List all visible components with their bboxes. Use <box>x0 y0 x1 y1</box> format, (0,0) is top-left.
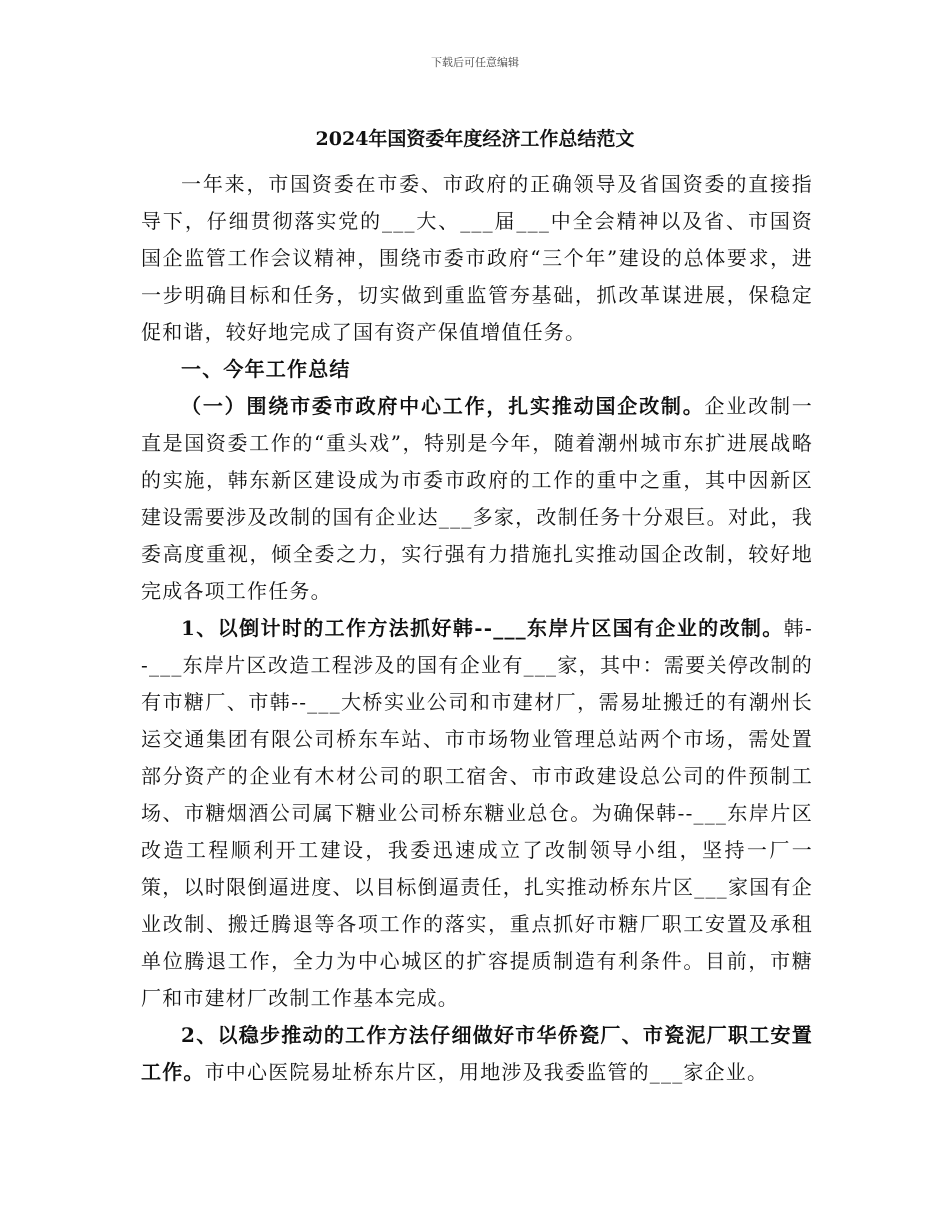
subsection-heading: （一）围绕市委市政府中心工作，扎实推动国企改制。 <box>181 394 705 418</box>
item-2-text: 市中心医院易址桥东片区，用地涉及我委监管的___家企业。 <box>204 1060 769 1084</box>
header-note: 下载后可任意编辑 <box>431 56 519 69</box>
item-2-paragraph <box>141 1017 813 1091</box>
intro-paragraph: 一年来，市国资委在市委、市政府的正确领导及省国资委的直接指导下，仔细贯彻落实党的___大、___届___中全会精神以及省、市国资国企监管工作会议精神，围绕市委市政府“三个年”建设的总体要求，进一步明确目标和任务，切实做到重监管夯基础，抓改革谋进展，保稳定促和谐，较好地完成了国有资产保值增值任务。 <box>141 172 813 344</box>
item-2-heading: 2、以稳步推动的工作方法仔细做好市华侨瓷厂、市瓷泥厂职工安置工作。 <box>141 1023 813 1084</box>
document-title: 2024年国资委年度经济工作总结范文 <box>315 128 635 150</box>
subsection-paragraph <box>141 388 813 610</box>
section-heading: 一、今年工作总结 <box>181 357 351 381</box>
subsection-text: 企业改制一直是国资委工作的“重头戏”，特别是今年，随着潮州城市东扩进展战略的实施，韩东新区建设成为市委市政府的工作的重中之重，其中因新区建设需要涉及改制的国有企业达___多家，改制任务十分艰巨。对此，我委高度重视，倾全委之力，实行强有力措施扎实推动国企改制，较好地完成各项工作任务。 <box>141 394 814 603</box>
document-body <box>141 166 813 1091</box>
item-1-paragraph <box>141 610 813 1017</box>
item-1-text: 韩--___东岸片区改造工程涉及的国有企业有___家，其中：需要关停改制的有市糖厂、市韩--___大桥实业公司和市建材厂，需易址搬迁的有潮州长运交通集团有限公司桥东车站、市市场物业管理总站两个市场，需处置部分资产的企业有木材公司的职工宿舍、市市政建设总公司的件预制工场、市糖烟酒公司属下糖业公司桥东糖业总仓。为确保韩--___东岸片区改造工程顺利开工建设，我委迅速成立了改制领导小组，坚持一厂一策，以时限倒逼进度、以目标倒逼责任，扎实推动桥东片区___家国有企业改制、搬迁腾退等各项工作的落实，重点抓好市糖厂职工安置及承租单位腾退工作，全力为中心城区的扩容提质制造有利条件。目前，市糖厂和市建材厂改制工作基本完成。 <box>141 616 813 1010</box>
item-1-heading: 1、以倒计时的工作方法抓好韩--___东岸片区国有企业的改制。 <box>181 616 784 640</box>
